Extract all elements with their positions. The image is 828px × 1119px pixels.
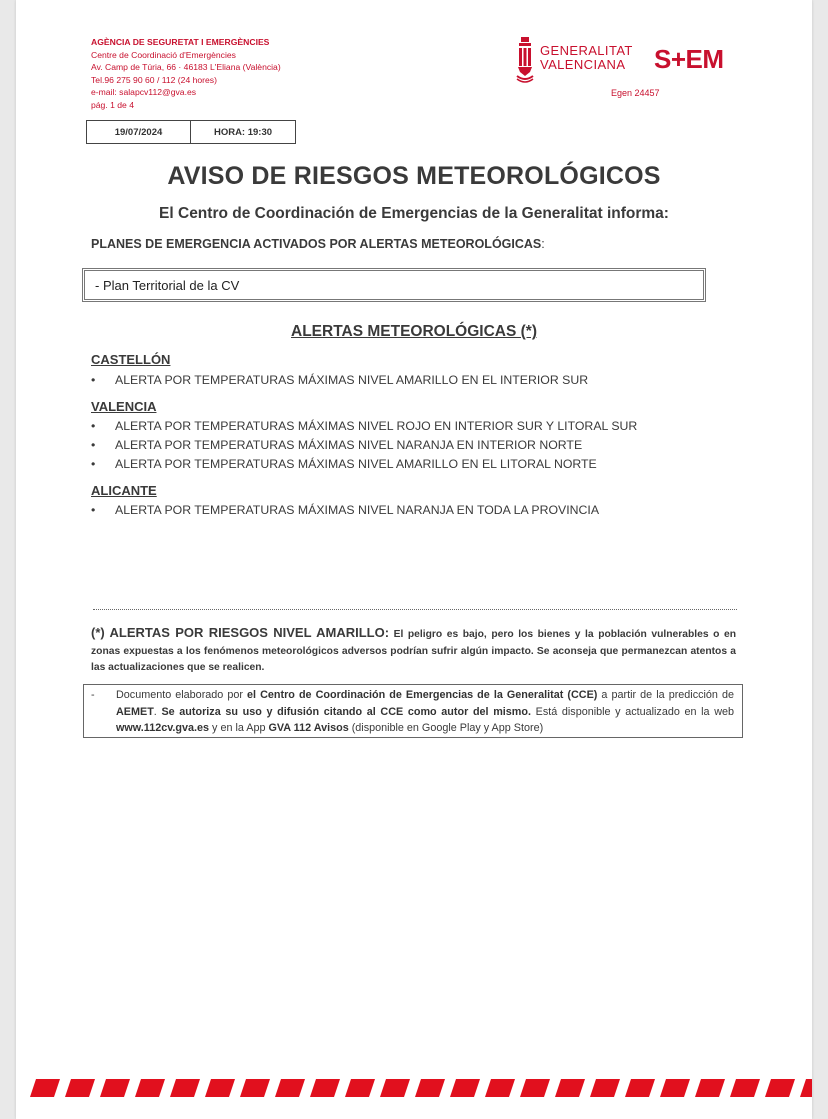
date-value: 19/07/2024 [87, 121, 191, 143]
bullet-icon: • [91, 373, 96, 387]
page-title: AVISO DE RIESGOS METEOROLÓGICOS [167, 162, 661, 190]
province-valencia: VALENCIA [91, 399, 157, 414]
generalitat-wordmark-line2: VALENCIANA [540, 56, 626, 72]
alerts-heading: ALERTAS METEOROLÓGICAS (*) [291, 323, 537, 340]
alert-text: ALERTA POR TEMPERATURAS MÁXIMAS NIVEL AMARILLO EN EL LITORAL NORTE [115, 457, 597, 471]
stripe-segment [310, 1079, 340, 1097]
agency-line-centre: Centre de Coordinació d'Emergències [91, 49, 236, 60]
stripe-segment [275, 1079, 305, 1097]
disclaimer-authorization: Se autoriza su uso y difusión citando al CCE como autor del mismo. [161, 705, 531, 718]
stripe-segment [100, 1079, 130, 1097]
alert-item [91, 503, 599, 517]
stripe-segment [625, 1079, 655, 1097]
agency-info [91, 36, 281, 112]
stripe-segment [730, 1079, 760, 1097]
time-value: HORA: 19:30 [213, 126, 273, 138]
bullet-icon: • [91, 457, 96, 471]
dotted-separator [93, 609, 737, 610]
plans-heading-text: PLANES DE EMERGENCIA ACTIVADOS POR ALERTAS METEOROLÓGICAS [91, 237, 542, 251]
agency-name: AGÈNCIA DE SEGURETAT I EMERGÈNCIES [91, 37, 270, 47]
stripe-segment [65, 1079, 95, 1097]
stripe-segment [345, 1079, 375, 1097]
bullet-icon: • [91, 503, 96, 517]
website-link[interactable]: www.112cv.gva.es [116, 722, 210, 734]
alert-item [91, 419, 637, 433]
generalitat-emblem-icon [514, 36, 536, 84]
stripe-segment [555, 1079, 585, 1097]
stripe-segment [590, 1079, 620, 1097]
disclaimer-part: Está disponible y actualizado en la web [531, 705, 735, 718]
stripe-segment [765, 1079, 795, 1097]
disclaimer-part: y en la App [209, 722, 269, 734]
plans-heading [91, 237, 545, 251]
alert-text: ALERTA POR TEMPERATURAS MÁXIMAS NIVEL NARANJA EN TODA LA PROVINCIA [115, 503, 600, 517]
alert-text: ALERTA POR TEMPERATURAS MÁXIMAS NIVEL AMARILLO EN EL INTERIOR SUR [115, 373, 589, 387]
bullet-icon: • [91, 419, 96, 433]
yellow-level-note [91, 625, 736, 677]
agency-line-email: e-mail: salapcv112@gva.es [91, 87, 197, 98]
stripe-segment [485, 1079, 515, 1097]
stripe-segment [205, 1079, 235, 1097]
disclaimer-box [83, 684, 743, 738]
agency-line-phone: Tel.96 275 90 60 / 112 (24 hores) [91, 74, 217, 85]
stripe-segment [660, 1079, 690, 1097]
bullet-icon: • [91, 438, 96, 452]
disclaimer-part: Documento elaborado por [116, 689, 248, 701]
disclaimer-part: a partir de la predicción de [597, 689, 734, 701]
alert-item [91, 438, 582, 452]
stripe-segment [450, 1079, 480, 1097]
date-time-box [86, 120, 296, 144]
stripe-segment [135, 1079, 165, 1097]
footer-stripes [16, 1079, 812, 1099]
alert-item [91, 373, 588, 387]
agency-line-address: Av. Camp de Túria, 66 · 46183 L'Eliana (València) [91, 62, 281, 73]
egen-code: Egen 24457 [611, 88, 660, 98]
stripe-segment [380, 1079, 410, 1097]
disclaimer-part: . [153, 705, 162, 718]
stripe-segment [30, 1079, 60, 1097]
document-page [16, 0, 812, 1119]
disclaimer-cce: el Centro de Coordinación de Emergencias de la Generalitat (CCE) [247, 689, 598, 701]
stripe-segment [240, 1079, 270, 1097]
stripe-segment [800, 1079, 812, 1097]
stripe-segment [695, 1079, 725, 1097]
province-alicante: ALICANTE [91, 483, 157, 498]
alert-text: ALERTA POR TEMPERATURAS MÁXIMAS NIVEL NARANJA EN INTERIOR NORTE [115, 438, 583, 452]
active-plan: - Plan Territorial de la CV [95, 277, 240, 293]
alert-text: ALERTA POR TEMPERATURAS MÁXIMAS NIVEL ROJO EN INTERIOR SUR Y LITORAL SUR [115, 419, 638, 433]
generalitat-wordmark [540, 44, 633, 71]
page-subtitle: El Centro de Coordinación de Emergencias de la Generalitat informa: [159, 205, 669, 222]
active-plan-box [82, 268, 706, 302]
note-body: El peligro es bajo, pero los bienes y la población vulnerables o en zonas expuestas a los fenómenos meteorológicos adversos podrían sufrir algún impacto. Se aconseja que permanezcan atentos a las actualizaciones que se realicen. [91, 629, 736, 673]
stripe-segment [415, 1079, 445, 1097]
note-heading: (*) ALERTAS POR RIESGOS NIVEL AMARILLO: [91, 625, 390, 640]
province-castellon: CASTELLÓN [91, 352, 171, 367]
sem-logo: S+EM [654, 44, 724, 74]
page-number: pág. 1 de 4 [91, 99, 135, 110]
stripe-segment [170, 1079, 200, 1097]
disclaimer-dash: - [91, 689, 95, 701]
stripe-segment [520, 1079, 550, 1097]
alert-item [91, 457, 597, 471]
plans-heading-colon: : [541, 237, 545, 251]
disclaimer-text [116, 687, 734, 737]
disclaimer-part: (disponible en Google Play y App Store) [348, 722, 544, 734]
generalitat-wordmark-line1: GENERALITAT [540, 43, 633, 58]
app-name: GVA 112 Avisos [268, 722, 349, 734]
disclaimer-aemet: AEMET [116, 705, 154, 718]
generalitat-logo [514, 36, 632, 84]
